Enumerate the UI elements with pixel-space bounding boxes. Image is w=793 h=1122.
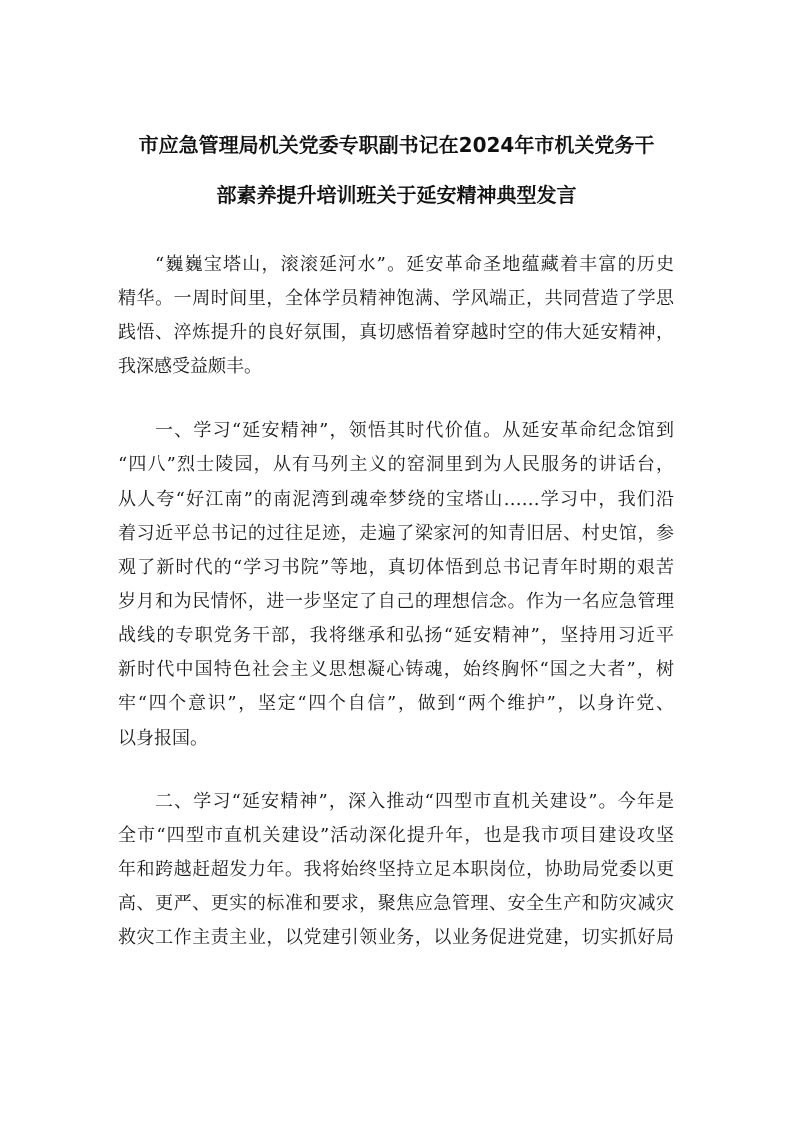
body-line: 岁月和为民情怀，进一步坚定了自己的理想信念。作为一名应急管理 bbox=[118, 591, 674, 612]
body-line: 救灾工作主责主业，以党建引领业务，以业务促进党建，切实抓好局 bbox=[118, 927, 674, 948]
body-line: 我深感受益颇丰。 bbox=[118, 356, 262, 377]
body-line: 以身报国。 bbox=[118, 728, 208, 749]
body-line: 战线的专职党务干部，我将继承和弘扬“延安精神”，坚持用习近平 bbox=[118, 625, 674, 646]
body-line: 全市“四型市直机关建设”活动深化提升年，也是我市项目建设攻坚 bbox=[118, 825, 674, 846]
body-line: 高、更严、更实的标准和要求，聚焦应急管理、安全生产和防灾减灾 bbox=[118, 893, 674, 914]
document-title-line-1: 市应急管理局机关党委专职副书记在2024年市机关党务干 bbox=[138, 133, 655, 157]
body-line: 践悟、淬炼提升的良好氛围，真切感悟着穿越时空的伟大延安精神， bbox=[118, 322, 674, 343]
body-line: 一、学习“延安精神”，领悟其时代价值。从延安革命纪念馆到 bbox=[155, 420, 674, 441]
body-line: 从人夸“好江南”的南泥湾到魂牵梦绕的宝塔山……学习中，我们沿 bbox=[118, 489, 674, 510]
body-line: 二、学习“延安精神”，深入推动“四型市直机关建设”。今年是 bbox=[155, 791, 674, 812]
body-line: 观了新时代的“学习书院”等地，真切体悟到总书记青年时期的艰苦 bbox=[118, 557, 674, 578]
body-line: “巍巍宝塔山，滚滚延河水”。延安革命圣地蕴藏着丰富的历史 bbox=[155, 254, 674, 275]
body-line: 年和跨越赶超发力年。我将始终坚持立足本职岗位，协助局党委以更 bbox=[118, 859, 674, 880]
document-title-line-2: 部素养提升培训班关于延安精神典型发言 bbox=[216, 183, 577, 207]
body-line: 牢“四个意识”，坚定“四个自信”，做到“两个维护”，以身许党、 bbox=[118, 693, 674, 714]
body-line: 新时代中国特色社会主义思想凝心铸魂，始终胸怀“国之大者”，树 bbox=[118, 659, 674, 680]
body-line: 精华。一周时间里，全体学员精神饱满、学风端正，共同营造了学思 bbox=[118, 288, 674, 309]
body-line: “四八”烈士陵园，从有马列主义的窑洞里到为人民服务的讲话台， bbox=[118, 454, 674, 475]
body-line: 着习近平总书记的过往足迹，走遍了梁家河的知青旧居、村史馆，参 bbox=[118, 523, 674, 544]
